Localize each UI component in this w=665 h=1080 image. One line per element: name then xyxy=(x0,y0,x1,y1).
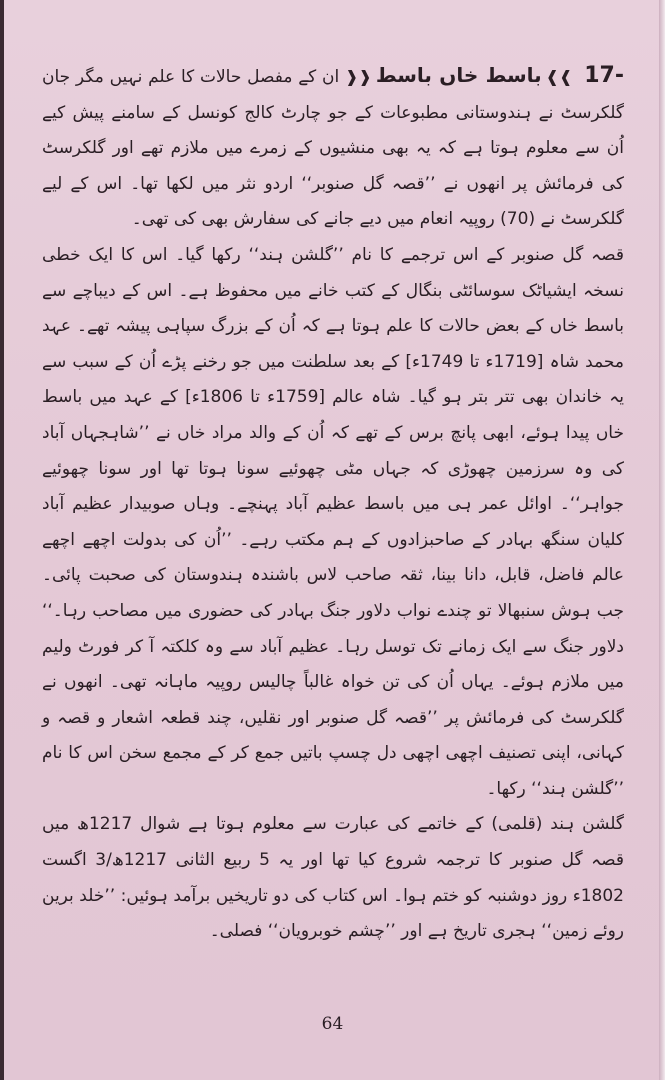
body-paragraph-2: گلشن ہند (قلمی) کے خاتمے کی عبارت سے معلوم ہوتا ہے شوال 1217ھ میں قصہ گل صنوبر کا ترجمہ شروع کیا تھا اور یہ 5 ربیع الثانی 1217ھ/3 اگست 1802ء روز دوشنبہ کو ختم ہوا۔ اس کتاب کی دو تاریخیں برآمد ہوئیں: ’’خلد برین روئے زمین‘‘ ہجری تاریخ ہے اور ’’چشم خوبرویان‘‘ فصلی۔ xyxy=(42,814,624,942)
ornament-right-icon: ❱❱ xyxy=(545,67,573,86)
entry-number: 17- xyxy=(584,63,624,88)
page-body xyxy=(42,58,624,950)
ornament-left-icon: ❰❰ xyxy=(345,67,372,86)
entry-title: باسط خاں باسط xyxy=(375,63,542,87)
right-edge-gutter xyxy=(659,0,665,1080)
entry-text: ان کے مفصل حالات کا علم نہیں مگر جان گلکرسٹ نے ہندوستانی مطبوعات کے جو چارٹ کالج کونسل کے سامنے پیش کیے اُن سے معلوم ہوتا ہے کہ یہ بھی منشیوں کے زمرے میں ملازم تھے اور گلکرسٹ کی فرمائش پر انھوں نے ’’قصہ گل صنوبر‘‘ اردو نثر میں لکھا تھا۔ اس کے لیے گلکرسٹ نے (70) روپیہ انعام میں دیے جانے کی سفارش بھی کی تھی۔ xyxy=(42,67,624,230)
left-edge-shadow xyxy=(0,0,4,1080)
entry-paragraph xyxy=(42,58,624,238)
page-number: 64 xyxy=(321,1014,344,1034)
body-paragraph-1: قصہ گل صنوبر کے اس ترجمے کا نام ’’گلشن ہند‘‘ رکھا گیا۔ اس کا ایک خطی نسخہ ایشیاٹک سوسائٹی بنگال کے کتب خانے میں محفوظ ہے۔ اس کے دیباچے سے باسط خاں کے بعض حالات کا علم ہوتا ہے کہ اُن کے بزرگ سپاہی پیشہ تھے۔ عہد محمد شاہ [1719ء تا 1749ء] کے بعد سلطنت میں جو رخنے پڑے اُن کے سبب سے یہ خاندان بھی تتر بتر ہو گیا۔ شاہ عالم [1759ء تا 1806ء] کے عہد میں باسط خاں پیدا ہوئے، ابھی پانچ برس کے تھے کہ اُن کے والد مراد خاں نے ’’شاہجہاں آباد کی وہ سرزمین چھوڑی کہ جہاں مٹی چھوئیے سونا ہوتا تھا اور سونا چھوئیے جواہر‘‘۔ اوائل عمر ہی میں باسط عظیم آباد پہنچے۔ وہاں صوبیدار عظیم آباد کلیان سنگھ بہادر کے صاحبزادوں کے ہم مکتب رہے۔ ’’اُن کی بدولت اچھے اچھے عالم فاضل، قابل، دانا بینا، ثقہ صاحب لاس باشندہ ہندوستان کی صحبت پائی۔ جب ہوش سنبھالا تو چندے نواب دلاور جنگ بہادر کی حضوری میں مصاحب رہا۔‘‘ دلاور جنگ سے ایک زمانے تک توسل رہا۔ عظیم آباد سے وہ کلکتہ آ کر فورٹ ولیم میں ملازم ہوئے۔ یہاں اُن کی تن خواہ غالباً چالیس روپیہ ماہانہ تھی۔ انھوں نے گلکرسٹ کی فرمائش پر ’’قصہ گل صنوبر اور نقلیں، چند قطعہ اشعار و قصہ و کہانی، اپنی تصنیف اچھی اچھی دل چسپ باتیں جمع کر کے مجمع سخن اس کا نام ’’گلشن ہند‘‘ رکھا۔ xyxy=(42,244,624,799)
